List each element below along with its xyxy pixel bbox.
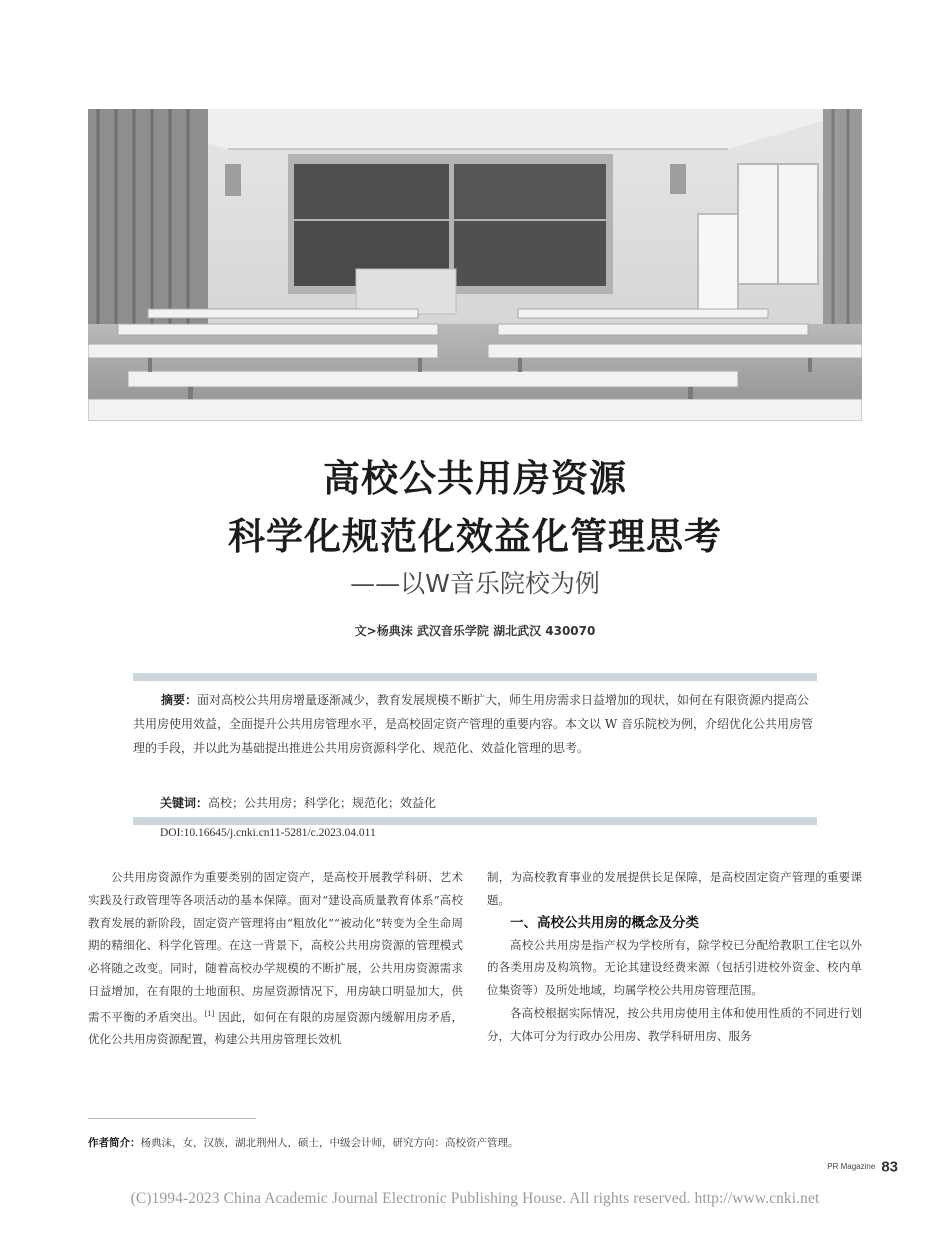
body-paragraph xyxy=(88,866,463,1051)
body-text: 因此，如何在有限的房屋资源内缓解用房矛盾，优化公共用房资源配置，构建公共用房管理长效机 xyxy=(88,1009,464,1047)
body-paragraph: 高校公共用房是指产权为学校所有，除学校已分配给教职工住宅以外的各类用房及构筑物。无论其建设经费来源（包括引进校外资金、校内单位集资等）及所处地域，均属学校公共用房管理范围。 xyxy=(487,937,862,998)
abstract-top-rule xyxy=(133,673,817,681)
keywords-block xyxy=(160,794,436,811)
abstract-paragraph xyxy=(133,688,817,760)
abstract-label: 摘要： xyxy=(161,693,198,707)
abstract-block xyxy=(133,688,817,760)
article-title-line1: 高校公共用房资源 xyxy=(323,457,627,500)
keywords-label: 关键词： xyxy=(160,796,209,810)
citation-ref[interactable]: [1] xyxy=(204,1009,215,1018)
classroom-photo xyxy=(88,109,862,421)
body-column-right xyxy=(487,866,862,1048)
section-heading: 一、高校公共用房的概念及分类 xyxy=(510,914,699,931)
body-column-left xyxy=(88,866,463,1051)
keywords-text: 高校；公共用房；科学化；规范化；效益化 xyxy=(208,796,437,810)
byline: 文>杨典沫 武汉音乐学院 湖北武汉 430070 xyxy=(354,624,596,638)
page-footer xyxy=(827,1158,898,1176)
magazine-name: PR Magazine xyxy=(827,1162,876,1172)
author-note xyxy=(88,1135,519,1150)
doi: DOI:10.16645/j.cnki.cn11-5281/c.2023.04.011 xyxy=(160,827,376,839)
copyright-notice: (C)1994-2023 China Academic Journal Electronic Publishing House. All rights reserved. http://www.cnki.net xyxy=(130,1190,820,1207)
abstract-bottom-rule xyxy=(133,817,817,825)
article-title-line2: 科学化规范化效益化管理思考 xyxy=(228,515,722,558)
body-paragraph: 制，为高校教育事业的发展提供长足保障，是高校固定资产管理的重要课题。 xyxy=(487,870,862,907)
footnote-divider xyxy=(88,1118,256,1119)
article-subtitle: ——以W音乐院校为例 xyxy=(350,569,600,598)
body-paragraph: 各高校根据实际情况，按公共用房使用主体和使用性质的不同进行划分，大体可分为行政办公用房、教学科研用房、服务 xyxy=(487,1005,862,1043)
abstract-text: 面对高校公共用房增量逐渐减少，教育发展规模不断扩大，师生用房需求日益增加的现状，如何在有限资源内提高公共用房使用效益，全面提升公共用房管理水平，是高校固定资产管理的重要内容。本文以 W 音乐院校为例，介绍优化公共用房管理的手段，并以此为基础提出推进公共用房资源科学化、规范化、效益化管理的思考。 xyxy=(133,693,813,755)
author-note-label: 作者简介： xyxy=(88,1137,141,1149)
page-number: 83 xyxy=(881,1158,898,1176)
author-note-text: 杨典沫，女，汉族，湖北荆州人，硕士，中级会计师，研究方向：高校资产管理。 xyxy=(140,1137,519,1149)
body-text: 公共用房资源作为重要类别的固定资产，是高校开展教学科研、艺术实践及行政管理等各项活动的基本保障。面对“建设高质量教育体系”高校教育发展的新阶段，固定资产管理将由“粗放化”“被动化”转变为全生命周期的精细化、科学化管理。在这一背景下，高校公共用房资源的管理模式必将随之改变。同时，随着高校办学规模的不断扩展，公共用房资源需求日益增加，在有限的土地面积、房屋资源情况下，用房缺口明显加大，供需不平衡的矛盾突出。 xyxy=(88,870,463,1024)
